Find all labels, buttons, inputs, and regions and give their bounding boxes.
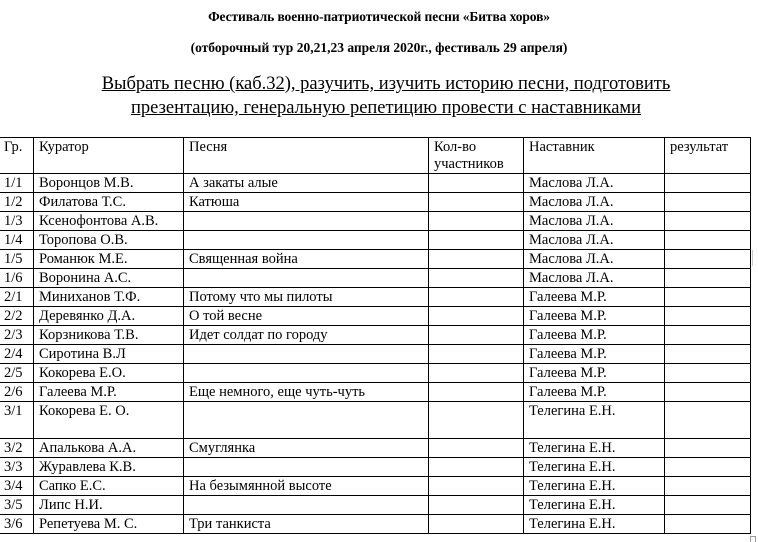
cell-mentor[interactable]: Маслова Л.А. [524,269,665,288]
cell-song[interactable]: Еще немного, еще чуть-чуть [184,383,429,402]
cell-group[interactable]: 1/1 [0,174,34,193]
cell-curator[interactable]: Сапко Е.С. [34,477,184,496]
cell-mentor[interactable]: Телегина Е.Н. [524,439,665,458]
cell-curator[interactable]: Корзникова Т.В. [34,326,184,345]
cell-mentor[interactable]: Маслова Л.А. [524,193,665,212]
cell-participants[interactable] [429,345,524,364]
cell-participants[interactable] [429,439,524,458]
cell-result[interactable] [665,250,751,269]
instructions-line-2: презентацию, генеральную репетицию провести с наставниками [130,98,642,118]
cell-result[interactable] [665,345,751,364]
cell-result[interactable] [665,174,751,193]
cell-group[interactable]: 1/5 [0,250,34,269]
document-title: Фестиваль военно-патриотической песни «Битва хоров» [208,9,550,24]
cell-group[interactable]: 2/2 [0,307,34,326]
cell-participants[interactable] [429,288,524,307]
cell-curator[interactable]: Воронцов М.В. [34,174,184,193]
cell-curator[interactable]: Апалькова А.А. [34,439,184,458]
cell-song[interactable] [184,212,429,231]
table-row [0,231,751,250]
table-row [0,212,751,231]
cell-group[interactable]: 1/6 [0,269,34,288]
cell-result[interactable] [665,326,751,345]
table-row [0,288,751,307]
cell-song[interactable]: Священная война [184,250,429,269]
table-header-row [0,138,751,174]
cell-participants[interactable] [429,364,524,383]
cell-mentor[interactable]: Телегина Е.Н. [524,477,665,496]
cell-mentor[interactable]: Галеева М.Р. [524,307,665,326]
cell-result[interactable] [665,439,751,458]
header-group: Гр. [0,138,34,174]
cell-song[interactable] [184,402,429,439]
cell-mentor[interactable]: Галеева М.Р. [524,364,665,383]
cell-mentor[interactable]: Телегина Е.Н. [524,496,665,515]
cell-group[interactable]: 1/4 [0,231,34,250]
cell-mentor[interactable]: Маслова Л.А. [524,250,665,269]
table-row [0,326,751,345]
cell-mentor[interactable]: Галеева М.Р. [524,288,665,307]
table-row [0,250,751,269]
cell-mentor[interactable]: Галеева М.Р. [524,345,665,364]
cell-participants[interactable] [429,174,524,193]
cell-group[interactable]: 2/4 [0,345,34,364]
cell-participants[interactable] [429,307,524,326]
cell-group[interactable]: 1/3 [0,212,34,231]
cell-result[interactable] [665,402,751,439]
instructions-block [0,72,758,120]
cell-curator[interactable]: Деревянко Д.А. [34,307,184,326]
cell-participants[interactable] [429,402,524,439]
cell-mentor[interactable]: Маслова Л.А. [524,174,665,193]
cell-curator[interactable]: Ксенофонтова А.В. [34,212,184,231]
cell-result[interactable] [665,231,751,250]
cell-curator[interactable]: Кокорева Е.О. [34,364,184,383]
cell-mentor[interactable]: Галеева М.Р. [524,383,665,402]
cell-group[interactable]: 1/2 [0,193,34,212]
cell-result[interactable] [665,496,751,515]
cell-group[interactable]: 3/6 [0,515,34,534]
cell-mentor[interactable]: Галеева М.Р. [524,326,665,345]
header-song: Песня [184,138,429,174]
cell-curator[interactable]: Воронина А.С. [34,269,184,288]
header-participants: Кол-во участников [429,138,524,174]
cell-song[interactable]: Катюша [184,193,429,212]
table-row [0,383,751,402]
cell-curator[interactable]: Репетуева М. С. [34,515,184,534]
cell-song[interactable]: Идет солдат по городу [184,326,429,345]
cell-song[interactable] [184,364,429,383]
cell-participants[interactable] [429,269,524,288]
table-row [0,307,751,326]
cell-group[interactable]: 2/1 [0,288,34,307]
cell-song[interactable]: О той весне [184,307,429,326]
cell-song[interactable]: Потому что мы пилоты [184,288,429,307]
cell-result[interactable] [665,307,751,326]
cell-result[interactable] [665,477,751,496]
table-row [0,439,751,458]
table-row [0,402,751,439]
cell-mentor[interactable]: Телегина Е.Н. [524,458,665,477]
cell-result[interactable] [665,515,751,534]
cell-curator[interactable]: Романюк М.Е. [34,250,184,269]
cell-curator[interactable]: Сиротина В.Л [34,345,184,364]
table-row [0,496,751,515]
table-row [0,364,751,383]
cell-group[interactable]: 2/5 [0,364,34,383]
cell-song[interactable]: Три танкиста [184,515,429,534]
roster-table [0,137,751,534]
cell-group[interactable]: 2/3 [0,326,34,345]
cell-result[interactable] [665,383,751,402]
table-row [0,174,751,193]
cell-participants[interactable] [429,458,524,477]
cell-participants[interactable] [429,383,524,402]
cell-curator[interactable]: Кокорева Е. О. [34,402,184,439]
cell-group[interactable]: 3/2 [0,439,34,458]
cell-song[interactable] [184,269,429,288]
header-curator: Куратор [34,138,184,174]
document-subtitle: (отборочный тур 20,21,23 апреля 2020г., фестиваль 29 апреля) [190,40,568,55]
cell-participants[interactable] [429,326,524,345]
cell-group[interactable]: 3/3 [0,458,34,477]
cell-mentor[interactable]: Телегина Е.Н. [524,402,665,439]
cell-song[interactable] [184,345,429,364]
cell-participants[interactable] [429,496,524,515]
cell-song[interactable] [184,231,429,250]
column-resize-hint[interactable] [752,250,753,266]
cell-result[interactable] [665,212,751,231]
cell-curator[interactable]: Журавлева К.В. [34,458,184,477]
cell-curator[interactable]: Липс Н.И. [34,496,184,515]
cell-song[interactable] [184,496,429,515]
table-row [0,345,751,364]
cell-result[interactable] [665,193,751,212]
cell-group[interactable]: 2/6 [0,383,34,402]
table-row [0,477,751,496]
cell-song[interactable] [184,458,429,477]
cell-mentor[interactable]: Маслова Л.А. [524,231,665,250]
cell-group[interactable]: 3/5 [0,496,34,515]
cell-curator[interactable]: Филатова Т.С. [34,193,184,212]
instructions-line-1: Выбрать песню (каб.32), разучить, изучить историю песни, подготовить [101,74,671,94]
cell-curator[interactable]: Миниханов Т.Ф. [34,288,184,307]
cell-result[interactable] [665,364,751,383]
table-row [0,269,751,288]
cell-song[interactable]: Смуглянка [184,439,429,458]
cell-mentor[interactable]: Телегина Е.Н. [524,515,665,534]
table-resize-handle[interactable] [750,536,756,542]
table-row [0,193,751,212]
cell-group[interactable]: 3/4 [0,477,34,496]
cell-participants[interactable] [429,231,524,250]
header-mentor: Наставник [524,138,665,174]
cell-participants[interactable] [429,250,524,269]
table-row [0,515,751,534]
cell-result[interactable] [665,458,751,477]
cell-song[interactable]: А закаты алые [184,174,429,193]
cell-participants[interactable] [429,212,524,231]
cell-participants[interactable] [429,193,524,212]
table-row [0,458,751,477]
cell-result[interactable] [665,269,751,288]
cell-mentor[interactable]: Маслова Л.А. [524,212,665,231]
cell-curator[interactable]: Торопова О.В. [34,231,184,250]
cell-curator[interactable]: Галеева М.Р. [34,383,184,402]
cell-participants[interactable] [429,477,524,496]
cell-group[interactable]: 3/1 [0,402,34,439]
cell-participants[interactable] [429,515,524,534]
cell-song[interactable]: На безымянной высоте [184,477,429,496]
header-result: результат [665,138,751,174]
cell-result[interactable] [665,288,751,307]
